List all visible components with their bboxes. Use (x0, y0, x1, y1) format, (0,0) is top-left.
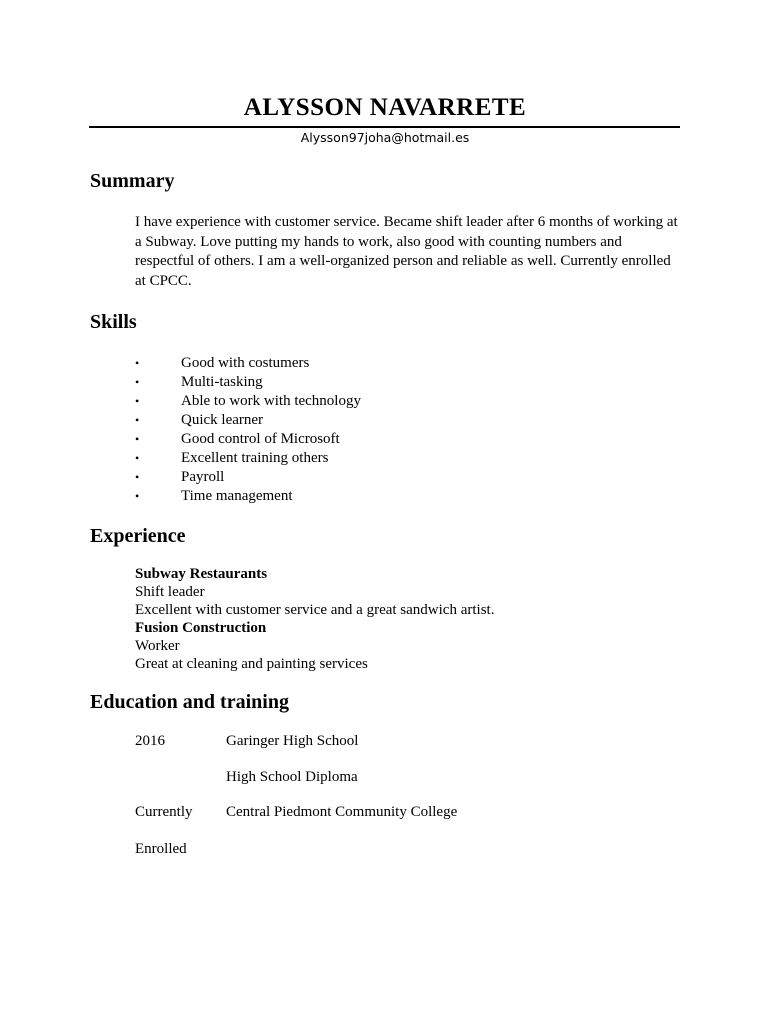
skill-label: Quick learner (181, 412, 264, 428)
skill-label: Multi-tasking (181, 374, 263, 390)
skills-heading: Skills (90, 311, 137, 333)
job-company: Fusion Construction (135, 620, 267, 636)
bullet-icon: • (135, 489, 140, 503)
job-description: Excellent with customer service and a great sandwich artist. (135, 602, 495, 618)
experience-list (135, 565, 494, 673)
bullet-icon: • (135, 413, 140, 427)
bullet-icon: • (135, 375, 140, 389)
skill-label: Good control of Microsoft (181, 431, 340, 447)
experience-heading: Experience (90, 525, 186, 547)
bullet-icon: • (135, 394, 140, 408)
education-heading: Education and training (90, 691, 289, 713)
summary-heading: Summary (90, 170, 175, 192)
skill-label: Able to work with technology (181, 393, 361, 409)
bullet-icon: • (135, 432, 140, 446)
skill-label: Good with costumers (181, 355, 310, 371)
job-title: Worker (135, 638, 180, 654)
skill-label: Excellent training others (181, 450, 329, 466)
summary-text: I have experience with customer service. Became shift leader after 6 months of working at a Subway. Love putting my hands to work, also good with counting numbers and respectful of others. I am a well-organized person and reliable as well. Currently enrolled at CPCC. (135, 214, 678, 289)
education-detail: Central Piedmont Community College (226, 804, 458, 820)
education-date: Currently (135, 804, 193, 820)
bullet-icon: • (135, 356, 140, 370)
bullet-icon: • (135, 470, 140, 484)
skill-label: Payroll (181, 469, 225, 485)
education-date: 2016 (135, 733, 165, 749)
job-description: Great at cleaning and painting services (135, 656, 368, 672)
education-date: Enrolled (135, 841, 187, 857)
bullet-icon: • (135, 451, 140, 465)
header-divider (89, 126, 680, 128)
education-detail: High School Diploma (226, 769, 358, 785)
skill-label: Time management (181, 488, 293, 504)
applicant-name: ALYSSON NAVARRETE (243, 94, 527, 121)
job-company: Subway Restaurants (135, 566, 268, 582)
email-address: Alysson97joha@hotmail.es (300, 130, 470, 145)
education-detail: Garinger High School (226, 733, 359, 749)
job-title: Shift leader (135, 584, 205, 600)
